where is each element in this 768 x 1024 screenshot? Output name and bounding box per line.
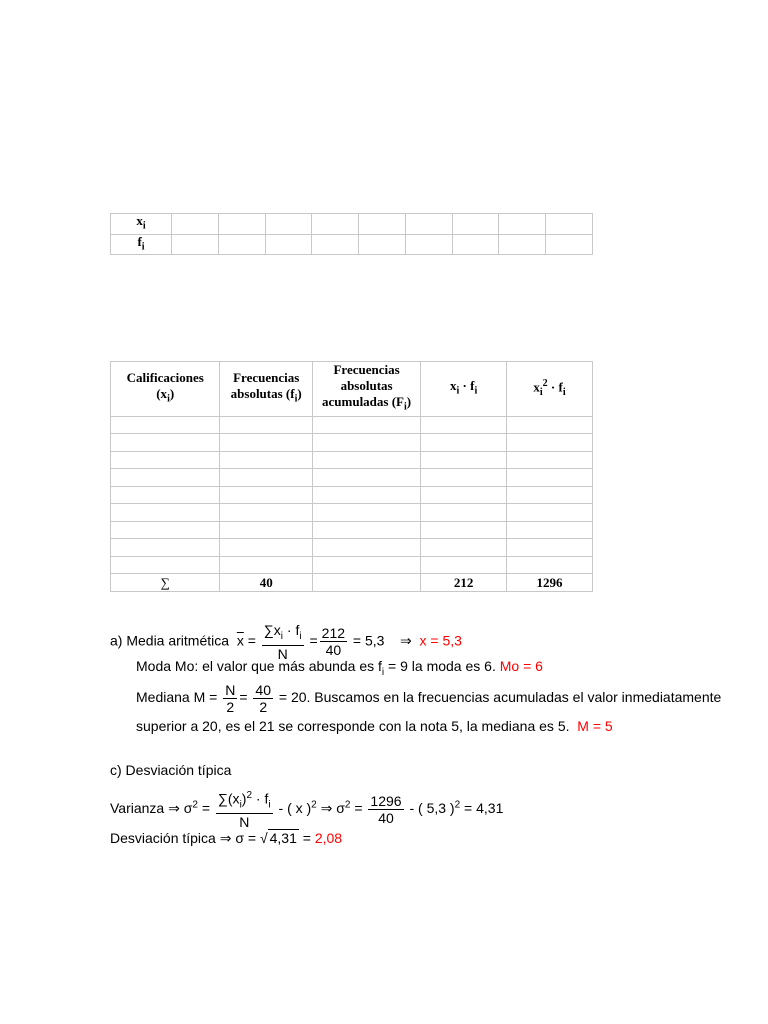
varianza-label: Varianza ⇒ σ	[110, 799, 193, 816]
table-cell	[218, 214, 265, 235]
table-cell	[507, 469, 593, 487]
xi-label: $x_i$	[111, 214, 172, 235]
mean-answer: x = 5,3	[419, 632, 462, 649]
empty-rows	[111, 416, 593, 574]
header-xi-fi: $x_i \cdot f_i$	[421, 362, 507, 417]
table-cell	[220, 486, 313, 504]
table-cell	[220, 434, 313, 452]
media-line: a) Media aritmética $\overline{x}$ = $\frac{\sum x_i \cdot f_i}{N}$ = $\frac{212}{40}$ = 5,3 ⇒ x = 5,3	[110, 622, 462, 662]
table-cell	[312, 521, 420, 539]
fi-label: $f_i$	[111, 234, 172, 255]
sup: 2	[454, 799, 461, 811]
table-cell	[172, 214, 219, 235]
table-cell	[452, 214, 499, 235]
total-xifi: 212	[421, 574, 507, 592]
sqrt-icon: √	[259, 830, 268, 846]
frequency-table	[110, 361, 593, 592]
table-cell	[507, 451, 593, 469]
total-Fi	[312, 574, 420, 592]
table-cell	[111, 504, 220, 522]
table-cell	[312, 469, 420, 487]
table-cell	[499, 234, 546, 255]
equals-sign: =	[247, 632, 256, 649]
mediana-line-2	[136, 718, 613, 734]
fi-row	[111, 234, 593, 255]
table-cell	[312, 451, 420, 469]
table-cell	[220, 539, 313, 557]
table-cell	[312, 214, 359, 235]
total-fi: 40	[220, 574, 313, 592]
table-cell	[499, 214, 546, 235]
table-cell	[421, 486, 507, 504]
table-cell	[421, 469, 507, 487]
table-cell	[405, 214, 452, 235]
table-cell	[312, 416, 420, 434]
table-cell	[507, 504, 593, 522]
varianza-result: = 4,31	[464, 799, 504, 816]
table-cell	[452, 234, 499, 255]
fraction-num: 1296	[370, 792, 402, 809]
table-cell	[111, 469, 220, 487]
moda-sub: i	[381, 666, 385, 678]
xi-row	[111, 214, 593, 235]
table-row	[111, 539, 593, 557]
table-row	[111, 486, 593, 504]
table-row	[111, 451, 593, 469]
mediana-answer: M = 5	[577, 718, 613, 734]
minus-sign: -	[278, 799, 284, 816]
table-cell	[359, 214, 406, 235]
sup: 2	[344, 799, 351, 811]
table-row	[111, 521, 593, 539]
desviacion-label: Desviación típica ⇒ σ =	[110, 830, 257, 846]
table-cell	[421, 521, 507, 539]
media-label: a) Media aritmética	[110, 632, 230, 649]
sum-symbol: ∑	[111, 574, 220, 592]
table-cell	[312, 434, 420, 452]
mean-fraction-values	[320, 625, 347, 658]
mean-fraction-den: N	[277, 645, 288, 662]
mediana-text: = 20. Buscamos en la frecuencias acumuladas el valor inmediatamente	[278, 689, 722, 706]
varianza-num: $\sum(x_i)^2 \cdot f_i$	[216, 788, 273, 814]
table-cell	[111, 521, 220, 539]
table-cell	[312, 486, 420, 504]
table-cell	[421, 539, 507, 557]
table-cell	[111, 416, 220, 434]
equals-sign: =	[298, 830, 311, 846]
header-row	[111, 362, 593, 417]
moda-text2: = 9 la moda es 6.	[384, 658, 496, 674]
equals-sign: =	[354, 799, 363, 816]
table-cell	[546, 234, 593, 255]
xbar-paren: ( x )	[287, 799, 312, 816]
table-cell	[111, 556, 220, 574]
mean-result: = 5,3	[352, 632, 385, 649]
table-cell	[220, 416, 313, 434]
sqrt-value: 4,31	[269, 830, 297, 846]
values-table	[110, 213, 593, 255]
section-c-title: c) Desviación típica	[110, 762, 232, 778]
total-xi2fi: 1296	[507, 574, 593, 592]
fraction-den: 2	[259, 699, 268, 715]
table-cell	[312, 234, 359, 255]
sup: 2	[192, 799, 198, 811]
implies-arrow: ⇒	[400, 632, 412, 649]
fraction-den: N	[239, 814, 250, 831]
table-cell	[421, 451, 507, 469]
table-cell	[111, 451, 220, 469]
varianza-fraction-values	[368, 793, 403, 826]
header-calificaciones: Calificaciones $(x_i)$	[111, 362, 220, 417]
table-cell	[111, 486, 220, 504]
mediana-fraction	[223, 682, 237, 715]
mediana-label: Mediana M =	[136, 689, 218, 706]
fraction-den: 40	[325, 642, 342, 659]
moda-text: Moda Mo: el valor que más abunda es f	[136, 658, 382, 674]
table-cell	[172, 234, 219, 255]
table-cell	[421, 556, 507, 574]
implies-arrow: ⇒ σ	[320, 799, 345, 816]
table-cell	[265, 214, 312, 235]
table-cell	[421, 434, 507, 452]
mediana-line	[136, 682, 721, 715]
varianza-fraction	[216, 788, 273, 830]
table-cell	[421, 504, 507, 522]
header-frecuencias-acumuladas: Frecuencias absolutas acumuladas $(F_i)$	[312, 362, 420, 417]
table-cell	[220, 451, 313, 469]
desviacion-line	[110, 830, 342, 847]
equals-sign: =	[197, 799, 211, 816]
table-cell	[220, 469, 313, 487]
table-cell	[111, 434, 220, 452]
minus-paren: - ( 5,3 )	[409, 799, 455, 816]
table-row	[111, 416, 593, 434]
table-cell	[507, 539, 593, 557]
table-cell	[312, 539, 420, 557]
fraction-den: 40	[378, 809, 394, 826]
moda-line	[136, 658, 543, 678]
mediana-fraction-values	[253, 682, 273, 715]
table-cell	[405, 234, 452, 255]
xbar-symbol: $\overline{x}$	[236, 632, 244, 649]
table-cell	[312, 556, 420, 574]
table-cell	[507, 486, 593, 504]
moda-answer: Mo = 6	[499, 658, 543, 674]
table-cell	[111, 539, 220, 557]
desviacion-answer: 2,08	[314, 830, 343, 846]
header-xi2-fi: $x_i^2 \cdot f_i$	[507, 362, 593, 417]
table-cell	[507, 521, 593, 539]
table-cell	[507, 434, 593, 452]
table-cell	[312, 504, 420, 522]
sup: 2	[311, 799, 317, 811]
table-cell	[359, 234, 406, 255]
table-cell	[507, 416, 593, 434]
mediana-text-2: superior a 20, es el 21 se corresponde con la nota 5, la mediana es 5.	[136, 718, 570, 734]
table-row	[111, 504, 593, 522]
fraction-num: 212	[321, 625, 346, 642]
table-cell	[218, 234, 265, 255]
fraction-num: 40	[255, 682, 271, 698]
fraction-den: 2	[226, 699, 235, 715]
table-cell	[546, 214, 593, 235]
table-cell	[265, 234, 312, 255]
fraction-num: N	[225, 682, 236, 698]
table-row	[111, 469, 593, 487]
header-frecuencias-absolutas: Frecuencias absolutas $(f_i)$	[220, 362, 313, 417]
varianza-line	[110, 788, 503, 830]
table-row	[111, 556, 593, 574]
mean-fraction-num: $\sum x_i \cdot f_i$	[262, 622, 304, 646]
mean-fraction	[262, 622, 304, 662]
table-cell	[220, 504, 313, 522]
table-cell	[220, 556, 313, 574]
equals-sign: =	[239, 689, 248, 706]
table-cell	[421, 416, 507, 434]
table-cell	[507, 556, 593, 574]
table-cell	[220, 521, 313, 539]
totals-row	[111, 574, 593, 592]
table-row	[111, 434, 593, 452]
